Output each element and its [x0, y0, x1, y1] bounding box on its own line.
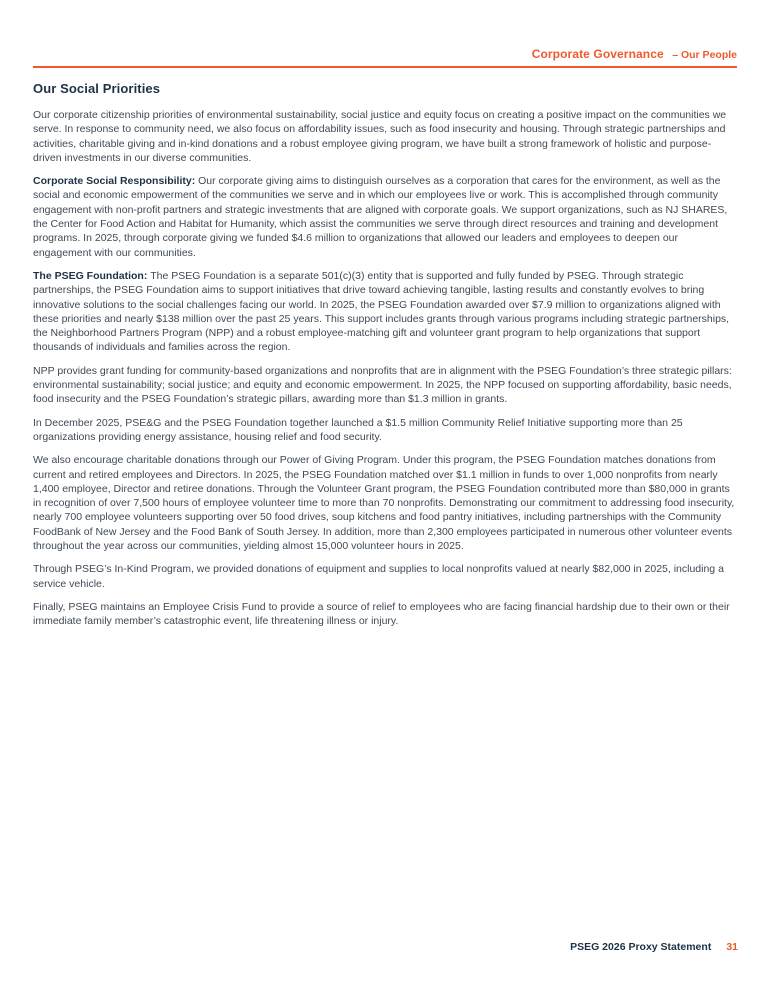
paragraph-power-of-giving [33, 453, 737, 553]
paragraph-text: Our corporate citizenship priorities of environmental sustainability, social justice and equity focus on creating a positive impact on the communities we serve. In response to community need, we also focus on affordability issues, such as food insecurity and housing. Through strategic partnerships and activities, charitable giving and in-kind donations and a robust employee giving program, we have built a strong framework of holistic and purpose-driven investments in our diverse communities. [33, 109, 727, 164]
breadcrumb [33, 47, 737, 62]
breadcrumb-section: Corporate Governance [531, 47, 664, 61]
paragraph-text: We also encourage charitable donations through our Power of Giving Program. Under this program, the PSEG Foundation matches donations from current and retired employees and Directors. In 2025, the PSEG Foundation matched over $1.1 million in funds to over 1,000 nonprofits from nearly 1,400 employee, Director and retiree donations. Through the Volunteer Grant program, the PSEG Foundation contributed more than $80,000 in grants in recognition of over 7,500 hours of employee volunteer time to more than 70 nonprofits. Demonstrating our commitment to addressing food insecurity, nearly 700 employee volunteers supporting over 50 food drives, soup kitchens and food pantry initiatives, including partnerships with the Community FoodBank of New Jersey and the Food Bank of South Jersey. In addition, more than 2,300 employees participated in numerous other volunteer events throughout the year across our communities, yielding almost 15,000 volunteer hours in 2025. [33, 454, 735, 553]
paragraph-employee-crisis-fund [33, 600, 737, 629]
paragraph-intro [33, 108, 737, 165]
paragraph-text: Our corporate giving aims to distinguish ourselves as a corporation that cares for the environment, as well as the social and economic empowerment of the communities we serve and in which our employees live or work. This is accomplished through community engagement with non-profit partners and strategic investments that are aligned with corporate goals. We support organizations, such as NJ SHARES, the Center for Food Action and Habitat for Humanity, which assist the communities we serve through direct resources and training and development programs. In 2025, through corporate giving we funded $4.6 million to organizations that allowed our leaders and employees to deepen our engagement with our communities. [33, 175, 728, 259]
footer-page-number: 31 [726, 941, 738, 953]
footer-document-label: PSEG 2026 Proxy Statement [570, 941, 712, 953]
page-header [33, 47, 737, 68]
paragraph-lead: The PSEG Foundation: [33, 269, 151, 282]
paragraph-community-relief [33, 416, 737, 445]
paragraph-text: Through PSEG’s In-Kind Program, we provided donations of equipment and supplies to local nonprofits valued at nearly $82,000 in 2025, including a service vehicle. [33, 563, 724, 590]
paragraph-corporate-social-responsibility [33, 174, 737, 260]
paragraph-text: The PSEG Foundation is a separate 501(c)(3) entity that is supported and fully funded by PSEG. Through strategic partnerships, the PSEG Foundation aims to support initiatives that drive toward achieving tangible, lasting results and constantly evolves to bring innovative solutions to the social challenges facing our world. In 2025, the PSEG Foundation awarded over $7.9 million to organizations aligned with these priorities and nearly $138 million over the past 25 years. This support includes grants through various programs including strategic partnerships, the Neighborhood Partners Program (NPP) and a robust employee-matching gift and volunteer grant program to help organizations that support thousands of individuals and families across the region. [33, 269, 730, 354]
paragraph-lead: Corporate Social Responsibility: [33, 175, 199, 188]
page-title: Our Social Priorities [33, 81, 161, 96]
breadcrumb-subsection: – Our People [672, 49, 737, 61]
page-footer [570, 941, 738, 954]
paragraph-text: In December 2025, PSE&G and the PSEG Foundation together launched a $1.5 million Community Relief Initiative supporting more than 25 organizations providing energy assistance, housing relief and food security. [33, 416, 683, 443]
header-divider-rule [33, 66, 737, 68]
paragraph-pseg-foundation [33, 269, 737, 355]
paragraph-npp [33, 364, 737, 407]
body-copy [33, 108, 737, 629]
paragraph-text: Finally, PSEG maintains an Employee Crisis Fund to provide a source of relief to employees who are facing financial hardship due to their own or their immediate family member’s catastrophic event, life threatening illness or injury. [33, 600, 730, 628]
paragraph-in-kind-program [33, 562, 737, 591]
paragraph-text: NPP provides grant funding for community-based organizations and nonprofits that are in alignment with the PSEG Foundation’s three strategic pillars: environmental sustainability; social justice; and equity and economic empowerment. In 2025, the NPP focused on supporting affordability, basic needs, food insecurity and the PSEG Foundation’s strategic pillars, awarding more than $1.3 million in grants. [33, 364, 732, 406]
